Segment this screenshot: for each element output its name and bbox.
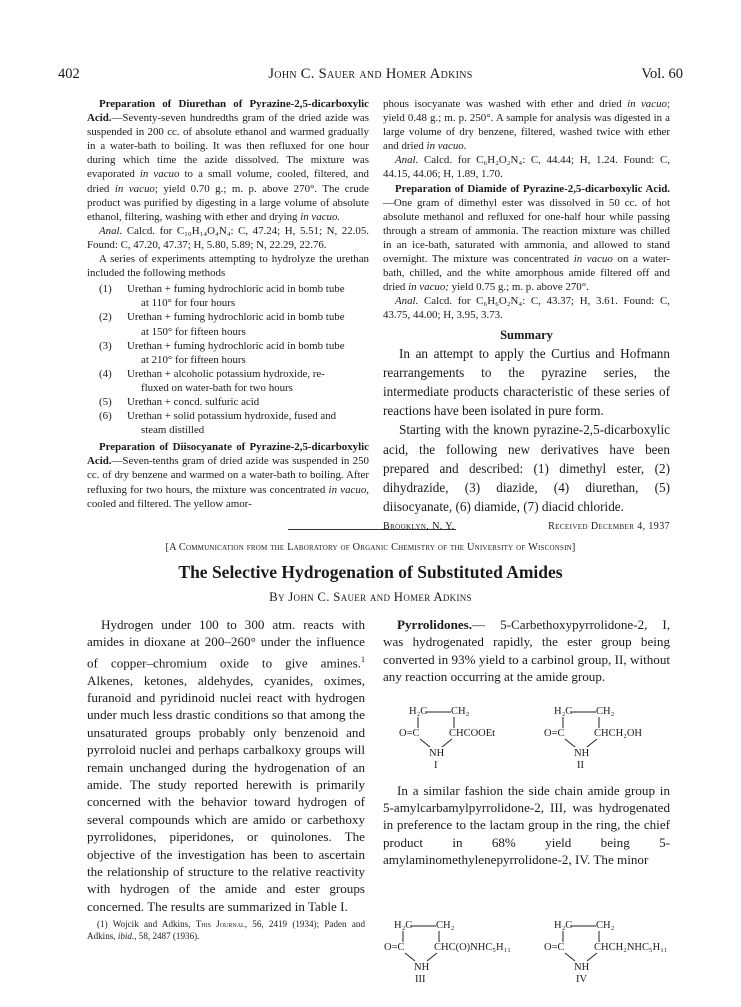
footnote: (1) Wojcik and Adkins, This Journal, 56, 2419 (1934); Paden and Adkins, ibid., 58, 2487 (1936). xyxy=(87,919,365,941)
left-column xyxy=(87,97,369,511)
structure-iv: H₂C CH₂ O=C CHCH₂NHC₅H₁₁ NH IV xyxy=(546,920,686,1000)
list-item: (3) Urethan + fuming hydrochloric acid in bomb tube at 210° for fifteen hours xyxy=(99,339,345,366)
hydrolysis-paragraph: A series of experiments attempting to hydrolyze the urethan included the following methods xyxy=(87,253,369,280)
running-header xyxy=(58,66,683,86)
article-divider xyxy=(288,529,456,530)
analysis-paragraph: Anal. Calcd. for C₆H₂O₂N₄: C, 44.44; H, 1.24. Found: C, 44.15, 44.06; H, 1.89, 1.70. xyxy=(383,154,670,181)
received-date: Received December 4, 1937 xyxy=(548,521,670,533)
page-number: 402 xyxy=(58,66,80,82)
header-authors: John C. Sauer and Homer Adkins xyxy=(268,66,473,82)
structure-ii: H₂C CH₂ O=C CHCH₂OH NH II xyxy=(546,706,666,786)
list-item: (6) Urethan + solid potassium hydroxide, fused and steam distilled xyxy=(99,410,337,437)
section-heading: Preparation of Diamide of Pyrazine-2,5-dicarboxylic Acid. xyxy=(395,182,670,195)
summary-heading: Summary xyxy=(500,327,553,342)
intro-paragraph: Hydrogen under 100 to 300 atm. reacts with amides in dioxane at 200–260° under the influence of copper–chromium oxide to give amines.$^1$ Alkenes, ketones, aldehydes, cyanides, oximes, furanoid and pyridinoid nuclei react with hydrogen under much less drastic conditions so that among the unsaturated groups probably only benzenoid and pyrroloid nuclei and perhaps carbalkoxy groups will remain unchanged during the hydrogenation of an amide. The study reported herewith is primarily concerned with the behavior toward hydrogen of several compounds which are amido or carbethoxy pyrrolidones, piperidones, or quinolones. The objective of the investigation has been to ascertain the relationship of structure to the relative reactivity with hydrogen of the amide and ester groups concerned. The results are summarized in Table I. xyxy=(87,617,365,914)
methods-list xyxy=(87,282,369,437)
structure-label: II xyxy=(577,760,584,771)
byline: By John C. Sauer and Homer Adkins xyxy=(269,590,472,604)
analysis-paragraph: Anal. Calcd. for C₁₀H₁₄O₄N₄: C, 47.24; H, 5.51; N, 22.05. Found: C, 47.20, 47.37; H, 5.80, 5.89; N, 22.29, 22.76. xyxy=(87,224,369,251)
list-item: (4) Urethan + alcoholic potassium hydroxide, re- fluxed on water-bath for two hours xyxy=(99,367,325,394)
summary-body xyxy=(383,344,670,517)
summary-paragraph: Starting with the known pyrazine-2,5-dicarboxylic acid, the following new derivatives have been prepared and described: (1) dimethyl ester, (2) dihydrazide, (3) diazide, (4) diurethan, (5) diisocyanate, (6) diamide, (7) diacid chloride. xyxy=(383,422,670,515)
ring-bonds xyxy=(546,920,686,1000)
structure-i: H₂C CH₂ O=C CHCOOEt NH I xyxy=(401,706,521,786)
ring-bonds xyxy=(546,706,666,786)
structure-label: IV xyxy=(576,974,588,985)
list-item: (5) Urethan + concd. sulfuric acid xyxy=(99,395,260,408)
ring-bonds xyxy=(401,706,521,786)
footnote-marker: 1 xyxy=(361,654,365,664)
volume-number: Vol. 60 xyxy=(641,66,683,82)
article-title: The Selective Hydrogenation of Substituted Amides xyxy=(178,562,563,582)
isocyanate-paragraph: phous isocyanate was washed with ether and dried in vacuo; yield 0.48 g.; m. p. 250°. A sample for analysis was digested in a large volume of dry benzene, filtered, washed twice with ether and dried in vacuo. xyxy=(383,98,670,153)
pyrrolidones-paragraph: Pyrrolidones.— 5-Carbethoxypyrrolidone-2, I, was hydrogenated rapidly, the ester group being converted in 93% yield to a carbinol group, II, without any reaction occurring at the amide group. xyxy=(383,617,670,685)
ring-bonds xyxy=(386,920,526,1000)
right-column xyxy=(383,97,670,535)
analysis-paragraph: Anal. Calcd. for C₆H₆O₂N₄: C, 43.37; H, 3.61. Found: C, 43.75, 44.00; H, 3.95, 3.73. xyxy=(383,295,670,322)
dateline xyxy=(383,520,670,534)
amide-paragraph: In a similar fashion the side chain amide group in 5-amylcarbamylpyrrolidone-2, III, was hydrogenated in preference to the lactam group in the ring, the chief product in 68% yield being 5-amylaminomethylenepyrrolidone-2, IV. The minor xyxy=(383,782,670,868)
section-heading: Preparation of Diisocyanate of Pyrazine-2,5-dicarboxylic Acid. xyxy=(87,441,369,468)
list-item: (2) Urethan + fuming hydrochloric acid in bomb tube at 150° for fifteen hours xyxy=(99,311,345,338)
structure-label: III xyxy=(415,974,426,985)
diisocyanate-paragraph: Preparation of Diisocyanate of Pyrazine-2,5-dicarboxylic Acid.—Seven-tenths gram of dried azide was suspended in 250 cc. of dry benzene and warmed on a water-bath to boiling. After refluxing for two hours, the mixture was concentrated in vacuo, cooled and filtered. The yellow amor- xyxy=(87,441,369,510)
structure-iii: H₂C CH₂ O=C CHC(O)NHC₅H₁₁ NH III xyxy=(386,920,526,1000)
communication-note: [A Communication from the Laboratory of Organic Chemistry of the University of Wisconsin] xyxy=(165,542,576,553)
place: Brooklyn, N. Y. xyxy=(383,521,455,533)
structure-label: I xyxy=(434,760,438,771)
section-heading: Pyrrolidones. xyxy=(397,617,473,632)
summary-paragraph: In an attempt to apply the Curtius and Hofmann rearrangements to the pyrazine series, the intermediate products characteristic of these series of reactions have been isolated in pure form. xyxy=(383,345,670,419)
list-item: (1) Urethan + fuming hydrochloric acid in bomb tube at 110° for four hours xyxy=(99,283,345,310)
article-left-column xyxy=(87,616,365,942)
diurethan-paragraph: Preparation of Diurethan of Pyrazine-2,5-dicarboxylic Acid.—Seventy-seven hundredths gram of the dried azide was suspended in 200 cc. of absolute ethanol and warmed gradually in a water-bath to boiling. It was then refluxed for one hour during which time the azide dissolved. The mixture was evaporated in vacuo to a small volume, cooled, filtered, and dried in vacuo; yield 0.70 g.; m. p. above 270°. The crude product was purified by digesting in a large volume of absolute ethanol, filtering, washing with ether and drying in vacuo. xyxy=(87,98,369,223)
diamide-paragraph: Preparation of Diamide of Pyrazine-2,5-dicarboxylic Acid.—One gram of dimethyl ester was dissolved in 50 cc. of hot absolute methanol and refluxed for one-half hour while passing through a stream of ammonia. The reaction mixture was chilled in an ice-bath, saturated with ammonia, and allowed to stand overnight. The mixture was concentrated in vacuo on a water-bath, chilled, and the white amorphous amide filtered off and dried in vacuo; yield 0.75 g.; m. p. above 270°. xyxy=(383,182,670,294)
section-heading: Preparation of Diurethan of Pyrazine-2,5-dicarboxylic Acid. xyxy=(87,98,369,125)
